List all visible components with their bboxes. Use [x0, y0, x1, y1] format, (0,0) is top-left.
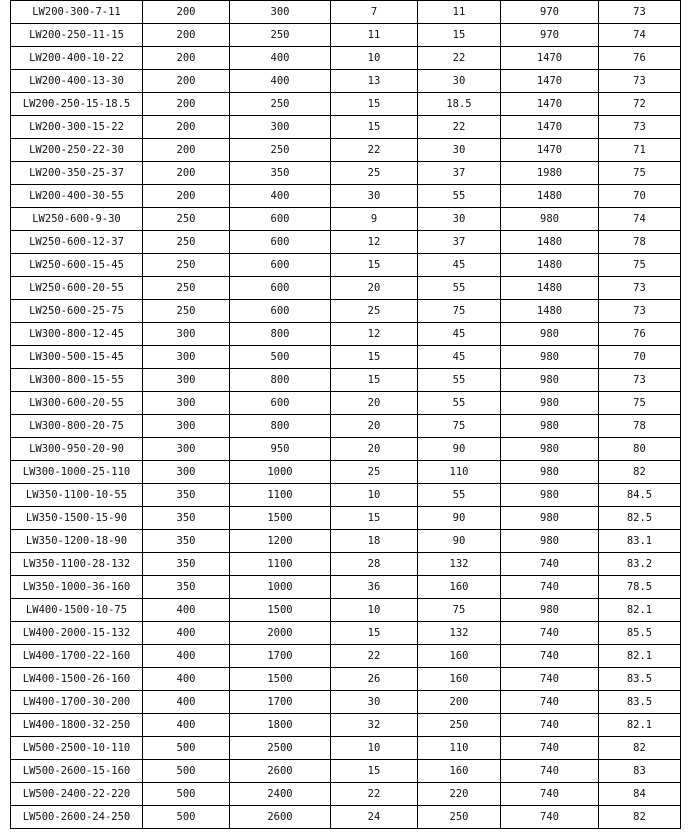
speed-cell: 980 [501, 507, 599, 530]
model-cell: LW300-1000-25-110 [11, 461, 143, 484]
power-cell: 30 [418, 139, 501, 162]
speed-cell: 980 [501, 461, 599, 484]
speed-cell: 970 [501, 24, 599, 47]
diameter-cell: 250 [143, 254, 230, 277]
diameter-cell: 300 [143, 369, 230, 392]
table-row [11, 346, 681, 369]
speed-cell: 980 [501, 392, 599, 415]
table-row [11, 438, 681, 461]
table-row [11, 185, 681, 208]
table-row [11, 139, 681, 162]
power-cell: 132 [418, 622, 501, 645]
table-row [11, 1, 681, 24]
speed-cell: 1470 [501, 116, 599, 139]
diameter-cell: 300 [143, 323, 230, 346]
table-row [11, 714, 681, 737]
efficiency-cell: 82.1 [599, 599, 681, 622]
diameter-cell: 200 [143, 1, 230, 24]
table-row [11, 645, 681, 668]
efficiency-cell: 72 [599, 93, 681, 116]
head-cell: 13 [331, 70, 418, 93]
model-cell: LW400-2000-15-132 [11, 622, 143, 645]
speed-cell: 980 [501, 530, 599, 553]
head-cell: 10 [331, 599, 418, 622]
diameter-cell: 250 [143, 208, 230, 231]
speed-cell: 980 [501, 415, 599, 438]
power-cell: 250 [418, 806, 501, 829]
flow-cell: 2500 [230, 737, 331, 760]
efficiency-cell: 73 [599, 1, 681, 24]
table-row [11, 484, 681, 507]
diameter-cell: 350 [143, 530, 230, 553]
flow-cell: 250 [230, 139, 331, 162]
head-cell: 22 [331, 645, 418, 668]
power-cell: 45 [418, 323, 501, 346]
diameter-cell: 250 [143, 300, 230, 323]
diameter-cell: 250 [143, 231, 230, 254]
diameter-cell: 200 [143, 70, 230, 93]
table-row [11, 576, 681, 599]
power-cell: 132 [418, 553, 501, 576]
head-cell: 32 [331, 714, 418, 737]
power-cell: 45 [418, 254, 501, 277]
speed-cell: 1980 [501, 162, 599, 185]
speed-cell: 1480 [501, 300, 599, 323]
diameter-cell: 300 [143, 461, 230, 484]
efficiency-cell: 76 [599, 323, 681, 346]
head-cell: 30 [331, 185, 418, 208]
flow-cell: 1100 [230, 553, 331, 576]
efficiency-cell: 74 [599, 24, 681, 47]
power-cell: 160 [418, 645, 501, 668]
head-cell: 24 [331, 806, 418, 829]
flow-cell: 250 [230, 24, 331, 47]
flow-cell: 800 [230, 415, 331, 438]
table-row [11, 599, 681, 622]
speed-cell: 740 [501, 668, 599, 691]
diameter-cell: 500 [143, 760, 230, 783]
power-cell: 110 [418, 461, 501, 484]
model-cell: LW300-800-15-55 [11, 369, 143, 392]
power-cell: 90 [418, 530, 501, 553]
power-cell: 55 [418, 392, 501, 415]
pump-spec-table-body [11, 1, 681, 829]
flow-cell: 2600 [230, 760, 331, 783]
efficiency-cell: 76 [599, 47, 681, 70]
model-cell: LW200-350-25-37 [11, 162, 143, 185]
model-cell: LW400-1700-22-160 [11, 645, 143, 668]
flow-cell: 400 [230, 70, 331, 93]
diameter-cell: 300 [143, 346, 230, 369]
model-cell: LW350-1100-10-55 [11, 484, 143, 507]
model-cell: LW250-600-15-45 [11, 254, 143, 277]
head-cell: 36 [331, 576, 418, 599]
head-cell: 15 [331, 760, 418, 783]
speed-cell: 980 [501, 208, 599, 231]
power-cell: 37 [418, 162, 501, 185]
efficiency-cell: 75 [599, 162, 681, 185]
power-cell: 110 [418, 737, 501, 760]
diameter-cell: 350 [143, 553, 230, 576]
efficiency-cell: 83 [599, 760, 681, 783]
flow-cell: 2000 [230, 622, 331, 645]
speed-cell: 1470 [501, 70, 599, 93]
head-cell: 25 [331, 461, 418, 484]
power-cell: 30 [418, 208, 501, 231]
model-cell: LW200-300-15-22 [11, 116, 143, 139]
flow-cell: 600 [230, 254, 331, 277]
model-cell: LW500-2600-15-160 [11, 760, 143, 783]
power-cell: 75 [418, 415, 501, 438]
efficiency-cell: 71 [599, 139, 681, 162]
power-cell: 18.5 [418, 93, 501, 116]
flow-cell: 600 [230, 300, 331, 323]
flow-cell: 1700 [230, 691, 331, 714]
efficiency-cell: 84.5 [599, 484, 681, 507]
efficiency-cell: 70 [599, 346, 681, 369]
efficiency-cell: 73 [599, 70, 681, 93]
power-cell: 75 [418, 599, 501, 622]
efficiency-cell: 78 [599, 231, 681, 254]
model-cell: LW200-300-7-11 [11, 1, 143, 24]
model-cell: LW300-950-20-90 [11, 438, 143, 461]
head-cell: 10 [331, 737, 418, 760]
table-row [11, 277, 681, 300]
table-row [11, 93, 681, 116]
head-cell: 25 [331, 162, 418, 185]
flow-cell: 1100 [230, 484, 331, 507]
head-cell: 11 [331, 24, 418, 47]
head-cell: 15 [331, 116, 418, 139]
table-row [11, 760, 681, 783]
diameter-cell: 250 [143, 277, 230, 300]
head-cell: 28 [331, 553, 418, 576]
diameter-cell: 500 [143, 737, 230, 760]
flow-cell: 600 [230, 208, 331, 231]
head-cell: 15 [331, 254, 418, 277]
speed-cell: 980 [501, 323, 599, 346]
power-cell: 160 [418, 760, 501, 783]
model-cell: LW200-400-13-30 [11, 70, 143, 93]
speed-cell: 1470 [501, 139, 599, 162]
power-cell: 30 [418, 70, 501, 93]
flow-cell: 600 [230, 277, 331, 300]
model-cell: LW200-400-30-55 [11, 185, 143, 208]
pump-spec-table [10, 0, 681, 829]
table-row [11, 47, 681, 70]
head-cell: 18 [331, 530, 418, 553]
head-cell: 10 [331, 484, 418, 507]
efficiency-cell: 83.5 [599, 691, 681, 714]
head-cell: 12 [331, 323, 418, 346]
flow-cell: 300 [230, 116, 331, 139]
flow-cell: 1500 [230, 507, 331, 530]
speed-cell: 980 [501, 369, 599, 392]
efficiency-cell: 82.1 [599, 714, 681, 737]
table-row [11, 530, 681, 553]
power-cell: 75 [418, 300, 501, 323]
flow-cell: 1000 [230, 461, 331, 484]
table-row [11, 622, 681, 645]
head-cell: 20 [331, 392, 418, 415]
flow-cell: 1500 [230, 668, 331, 691]
head-cell: 22 [331, 783, 418, 806]
head-cell: 26 [331, 668, 418, 691]
speed-cell: 740 [501, 760, 599, 783]
table-row [11, 783, 681, 806]
diameter-cell: 200 [143, 139, 230, 162]
speed-cell: 1480 [501, 254, 599, 277]
speed-cell: 1480 [501, 231, 599, 254]
diameter-cell: 400 [143, 714, 230, 737]
efficiency-cell: 74 [599, 208, 681, 231]
efficiency-cell: 70 [599, 185, 681, 208]
efficiency-cell: 82 [599, 461, 681, 484]
efficiency-cell: 82 [599, 737, 681, 760]
power-cell: 90 [418, 438, 501, 461]
flow-cell: 800 [230, 369, 331, 392]
speed-cell: 740 [501, 737, 599, 760]
model-cell: LW500-2400-22-220 [11, 783, 143, 806]
diameter-cell: 400 [143, 622, 230, 645]
power-cell: 37 [418, 231, 501, 254]
head-cell: 9 [331, 208, 418, 231]
model-cell: LW300-500-15-45 [11, 346, 143, 369]
diameter-cell: 350 [143, 484, 230, 507]
speed-cell: 740 [501, 806, 599, 829]
flow-cell: 2400 [230, 783, 331, 806]
table-row [11, 737, 681, 760]
model-cell: LW200-250-22-30 [11, 139, 143, 162]
efficiency-cell: 75 [599, 392, 681, 415]
power-cell: 200 [418, 691, 501, 714]
table-row [11, 70, 681, 93]
model-cell: LW200-250-15-18.5 [11, 93, 143, 116]
model-cell: LW250-600-9-30 [11, 208, 143, 231]
diameter-cell: 500 [143, 806, 230, 829]
flow-cell: 400 [230, 47, 331, 70]
power-cell: 90 [418, 507, 501, 530]
head-cell: 15 [331, 369, 418, 392]
flow-cell: 500 [230, 346, 331, 369]
head-cell: 12 [331, 231, 418, 254]
model-cell: LW300-600-20-55 [11, 392, 143, 415]
power-cell: 250 [418, 714, 501, 737]
speed-cell: 980 [501, 346, 599, 369]
table-row [11, 461, 681, 484]
model-cell: LW200-400-10-22 [11, 47, 143, 70]
flow-cell: 400 [230, 185, 331, 208]
table-row [11, 369, 681, 392]
efficiency-cell: 80 [599, 438, 681, 461]
flow-cell: 1800 [230, 714, 331, 737]
flow-cell: 1500 [230, 599, 331, 622]
model-cell: LW400-1500-26-160 [11, 668, 143, 691]
model-cell: LW350-1500-15-90 [11, 507, 143, 530]
head-cell: 20 [331, 438, 418, 461]
flow-cell: 1700 [230, 645, 331, 668]
head-cell: 7 [331, 1, 418, 24]
efficiency-cell: 75 [599, 254, 681, 277]
head-cell: 15 [331, 622, 418, 645]
table-row [11, 208, 681, 231]
table-row [11, 116, 681, 139]
head-cell: 25 [331, 300, 418, 323]
table-row [11, 162, 681, 185]
head-cell: 15 [331, 93, 418, 116]
flow-cell: 600 [230, 231, 331, 254]
model-cell: LW300-800-20-75 [11, 415, 143, 438]
head-cell: 30 [331, 691, 418, 714]
efficiency-cell: 85.5 [599, 622, 681, 645]
diameter-cell: 500 [143, 783, 230, 806]
efficiency-cell: 83.5 [599, 668, 681, 691]
flow-cell: 1200 [230, 530, 331, 553]
diameter-cell: 200 [143, 93, 230, 116]
flow-cell: 350 [230, 162, 331, 185]
diameter-cell: 300 [143, 392, 230, 415]
efficiency-cell: 73 [599, 277, 681, 300]
power-cell: 55 [418, 369, 501, 392]
power-cell: 22 [418, 47, 501, 70]
model-cell: LW400-1500-10-75 [11, 599, 143, 622]
head-cell: 22 [331, 139, 418, 162]
head-cell: 20 [331, 415, 418, 438]
efficiency-cell: 73 [599, 300, 681, 323]
speed-cell: 1480 [501, 185, 599, 208]
diameter-cell: 200 [143, 185, 230, 208]
flow-cell: 250 [230, 93, 331, 116]
table-row [11, 691, 681, 714]
speed-cell: 980 [501, 599, 599, 622]
efficiency-cell: 73 [599, 369, 681, 392]
speed-cell: 980 [501, 484, 599, 507]
power-cell: 22 [418, 116, 501, 139]
efficiency-cell: 83.2 [599, 553, 681, 576]
diameter-cell: 350 [143, 576, 230, 599]
diameter-cell: 350 [143, 507, 230, 530]
diameter-cell: 200 [143, 116, 230, 139]
flow-cell: 1000 [230, 576, 331, 599]
power-cell: 220 [418, 783, 501, 806]
table-row [11, 392, 681, 415]
diameter-cell: 300 [143, 415, 230, 438]
efficiency-cell: 82.1 [599, 645, 681, 668]
model-cell: LW250-600-20-55 [11, 277, 143, 300]
power-cell: 55 [418, 484, 501, 507]
diameter-cell: 200 [143, 47, 230, 70]
table-row [11, 254, 681, 277]
power-cell: 55 [418, 185, 501, 208]
flow-cell: 950 [230, 438, 331, 461]
flow-cell: 2600 [230, 806, 331, 829]
table-row [11, 231, 681, 254]
speed-cell: 980 [501, 438, 599, 461]
speed-cell: 970 [501, 1, 599, 24]
efficiency-cell: 78 [599, 415, 681, 438]
speed-cell: 740 [501, 622, 599, 645]
model-cell: LW350-1000-36-160 [11, 576, 143, 599]
diameter-cell: 400 [143, 691, 230, 714]
table-row [11, 323, 681, 346]
flow-cell: 300 [230, 1, 331, 24]
head-cell: 15 [331, 346, 418, 369]
head-cell: 15 [331, 507, 418, 530]
speed-cell: 740 [501, 691, 599, 714]
flow-cell: 600 [230, 392, 331, 415]
model-cell: LW400-1800-32-250 [11, 714, 143, 737]
table-row [11, 415, 681, 438]
speed-cell: 740 [501, 783, 599, 806]
table-row [11, 553, 681, 576]
model-cell: LW350-1100-28-132 [11, 553, 143, 576]
diameter-cell: 200 [143, 162, 230, 185]
power-cell: 11 [418, 1, 501, 24]
power-cell: 160 [418, 668, 501, 691]
model-cell: LW300-800-12-45 [11, 323, 143, 346]
table-row [11, 24, 681, 47]
diameter-cell: 400 [143, 645, 230, 668]
model-cell: LW500-2500-10-110 [11, 737, 143, 760]
speed-cell: 740 [501, 576, 599, 599]
speed-cell: 1470 [501, 93, 599, 116]
speed-cell: 1480 [501, 277, 599, 300]
model-cell: LW250-600-12-37 [11, 231, 143, 254]
model-cell: LW200-250-11-15 [11, 24, 143, 47]
diameter-cell: 300 [143, 438, 230, 461]
diameter-cell: 400 [143, 668, 230, 691]
speed-cell: 740 [501, 645, 599, 668]
power-cell: 45 [418, 346, 501, 369]
model-cell: LW400-1700-30-200 [11, 691, 143, 714]
efficiency-cell: 84 [599, 783, 681, 806]
power-cell: 55 [418, 277, 501, 300]
table-row [11, 507, 681, 530]
diameter-cell: 400 [143, 599, 230, 622]
head-cell: 10 [331, 47, 418, 70]
table-row [11, 668, 681, 691]
speed-cell: 1470 [501, 47, 599, 70]
head-cell: 20 [331, 277, 418, 300]
diameter-cell: 200 [143, 24, 230, 47]
efficiency-cell: 78.5 [599, 576, 681, 599]
table-row [11, 806, 681, 829]
efficiency-cell: 83.1 [599, 530, 681, 553]
power-cell: 15 [418, 24, 501, 47]
model-cell: LW250-600-25-75 [11, 300, 143, 323]
efficiency-cell: 82 [599, 806, 681, 829]
model-cell: LW350-1200-18-90 [11, 530, 143, 553]
efficiency-cell: 73 [599, 116, 681, 139]
speed-cell: 740 [501, 553, 599, 576]
speed-cell: 740 [501, 714, 599, 737]
table-row [11, 300, 681, 323]
flow-cell: 800 [230, 323, 331, 346]
efficiency-cell: 82.5 [599, 507, 681, 530]
power-cell: 160 [418, 576, 501, 599]
model-cell: LW500-2600-24-250 [11, 806, 143, 829]
